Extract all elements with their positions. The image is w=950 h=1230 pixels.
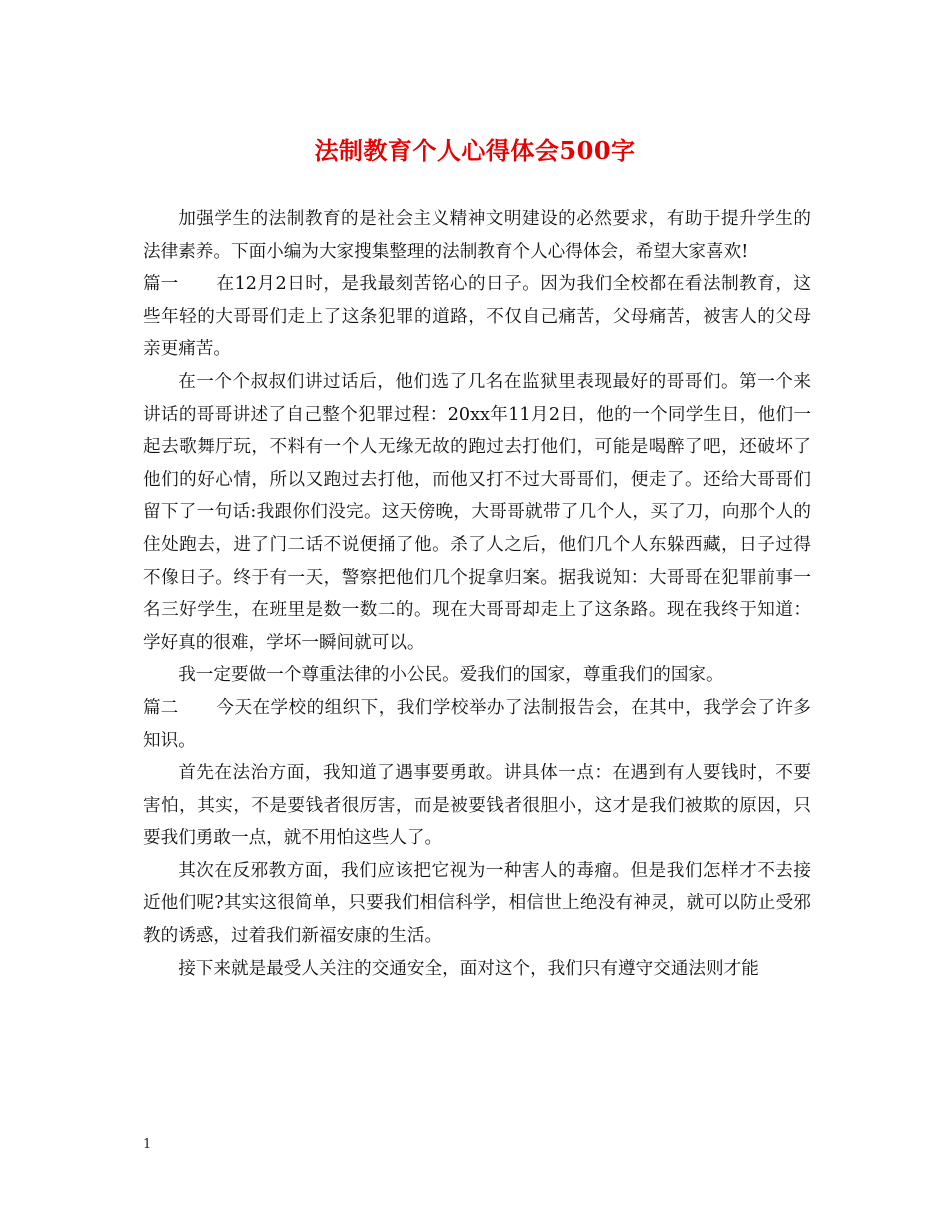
paragraph-text: 其次在反邪教方面，我们应该把它视为一种害人的毒瘤。但是我们怎样才不去接近他们呢?其实这很简单，只要我们相信科学，相信世上绝没有神灵，就可以防止受邪教的诱惑，过着我们新福安康的生活。 <box>143 860 811 947</box>
paragraph-text: 首先在法治方面，我知道了遇事要勇敢。讲具体一点：在遇到有人要钱时，不要害怕，其实，不是要钱者很厉害，而是被要钱者很胆小，这才是我们被欺的原因，只要我们勇敢一点，就不用怕这些人了。 <box>143 763 811 849</box>
paragraph-law <box>143 757 811 855</box>
paragraph-text: 在一个个叔叔们讲过话后，他们选了几名在监狱里表现最好的哥哥们。第一个来讲话的哥哥讲述了自己整个犯罪过程：20xx年11月2日，他的一个同学生日，他们一起去歌舞厅玩，不料有一个人无缘无故的跑过去打他们，可能是喝醉了吧，还破坏了他们的好心情，所以又跑过去打他，而他又打不过大哥哥们，便走了。还给大哥哥们留下了一句话:我跟你们没完。这天傍晚，大哥哥就带了几个人，买了刀，向那个人的住处跑去，进了门二话不说便捅了他。杀了人之后，他们几个人东躲西藏，日子过得不像日子。终于有一天，警察把他们几个捉拿归案。据我说知：大哥哥在犯罪前事一名三好学生，在班里是数一数二的。现在大哥哥却走上了这条路。现在我终于知道：学好真的很难，学坏一瞬间就可以。 <box>143 371 811 653</box>
section-label: 篇一 <box>143 274 179 295</box>
page-number: 1 <box>143 1137 152 1152</box>
paragraph-text: 接下来就是最受人关注的交通安全，面对这个，我们只有遵守交通法则才能 <box>178 958 759 979</box>
paragraph-intro <box>143 203 811 268</box>
paragraph-traffic <box>143 953 811 986</box>
paragraph-section-1 <box>143 268 811 366</box>
paragraph-story <box>143 366 811 659</box>
paragraph-text: 我一定要做一个尊重法律的小公民。爱我们的国家，尊重我们的国家。 <box>178 665 724 686</box>
paragraph-section-2 <box>143 692 811 757</box>
paragraph-text: 今天在学校的组织下，我们学校举办了法制报告会，在其中，我学会了许多知识。 <box>143 697 811 751</box>
paragraph-anti-cult <box>143 855 811 953</box>
paragraph-resolve <box>143 659 811 692</box>
document-body <box>143 203 811 985</box>
page-title: 法制教育个人心得体会500字 <box>314 136 636 165</box>
paragraph-text: 在12月2日时，是我最刻苦铭心的日子。因为我们全校都在看法制教育，这些年轻的大哥哥们走上了这条犯罪的道路，不仅自己痛苦，父母痛苦，被害人的父母亲更痛苦。 <box>143 274 811 360</box>
section-label: 篇二 <box>143 697 179 718</box>
paragraph-text: 加强学生的法制教育的是社会主义精神文明建设的必然要求，有助于提升学生的法律素养。下面小编为大家搜集整理的法制教育个人心得体会，希望大家喜欢! <box>143 209 811 262</box>
